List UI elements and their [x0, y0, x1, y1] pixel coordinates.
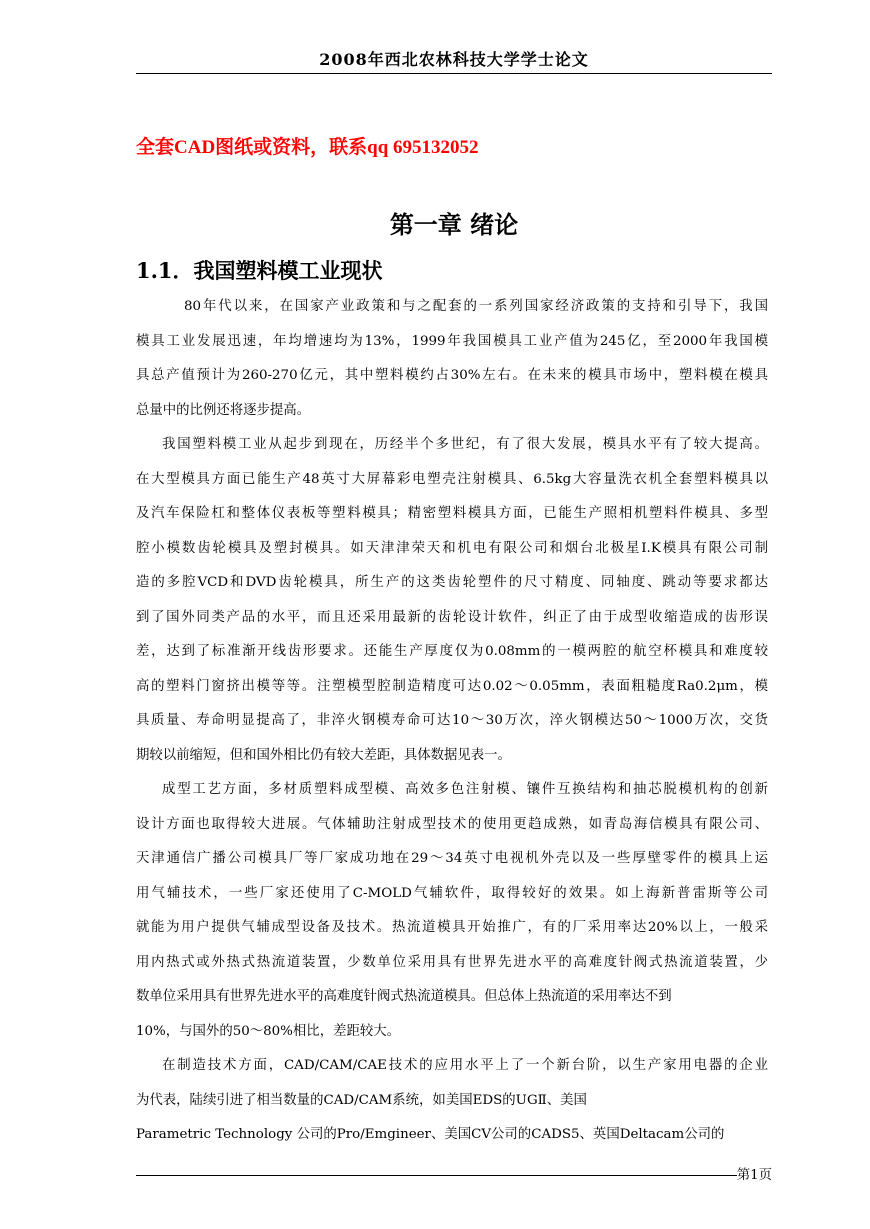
text-line: 10%，与国外的50～80%相比，差距较大。 [136, 1023, 401, 1039]
text-line: 在制造技术方面，CAD/CAM/CAE技术的应用水平上了一个新台阶，以生产家用电器的企业 [162, 1058, 768, 1073]
page-footer [136, 1168, 772, 1183]
text-line: 用内热式或外热式热流道装置，少数单位采用具有世界先进水平的高难度针阀式热流道装置，少 [136, 954, 768, 970]
text-line: 用气辅技术，一些厂家还使用了C-MOLD气辅软件，取得较好的效果。如上海新普雷斯等公司 [136, 885, 768, 901]
body-text [136, 290, 768, 1153]
text-line: 造的多腔VCD和DVD齿轮模具，所生产的这类齿轮塑件的尺寸精度、同轴度、跳动等要求都达 [136, 575, 768, 590]
contact-notice: 全套CAD图纸或资料，联系qq 695132052 [136, 137, 479, 158]
text-line: 期较以前缩短，但和国外相比仍有较大差距，具体数据见表一。 [136, 747, 511, 763]
page-header [136, 43, 772, 74]
text-line: 高的塑料门窗挤出模等等。注塑模型腔制造精度可达0.02～0.05mm，表面粗糙度Ra0.2μm，模 [136, 678, 768, 694]
page-number: 第1页 [737, 1164, 772, 1183]
text-line: 到了国外同类产品的水平，而且还采用最新的齿轮设计软件，纠正了由于成型收缩造成的齿形误 [136, 609, 768, 625]
text-line: Parametric Technology 公司的Pro/Emgineer、美国CV公司的CADS5、英国Deltacam公司的 [136, 1127, 725, 1142]
text-line: 成型工艺方面，多材质塑料成型模、高效多色注射模、镶件互换结构和抽芯脱模机构的创新 [162, 782, 768, 797]
section-heading: 1.1．我国塑料模工业现状 [136, 258, 383, 283]
text-line: 数单位采用具有世界先进水平的高难度针阀式热流道模具。但总体上热流道的采用率达不到 [136, 989, 672, 1004]
chapter-title: 第一章 绪论 [389, 210, 519, 239]
text-line: 具总产值预计为260-270亿元，其中塑料模约占30%左右。在未来的模具市场中，塑料模在模具 [136, 368, 768, 383]
text-line: 具质量、寿命明显提高了，非淬火钢模寿命可达10～30万次，淬火钢模达50～1000万次，交货 [136, 713, 768, 728]
text-line: 腔小模数齿轮模具及塑封模具。如天津津荣天和机电有限公司和烟台北极星I.K模具有限公司制 [136, 540, 768, 556]
text-line: 总量中的比例还将逐步提高。 [136, 402, 311, 418]
text-line: 差，达到了标准渐开线齿形要求。还能生产厚度仅为0.08mm的一模两腔的航空杯模具和难度较 [136, 644, 768, 659]
text-line: 80年代以来，在国家产业政策和与之配套的一系列国家经济政策的支持和引导下，我国 [184, 299, 768, 314]
text-line: 及汽车保险杠和整体仪表板等塑料模具；精密塑料模具方面，已能生产照相机塑料件模具、多型 [136, 506, 768, 521]
text-line: 就能为用户提供气辅成型设备及技术。热流道模具开始推广，有的厂采用率达20%以上，一般采 [136, 920, 768, 935]
text-line: 模具工业发展迅速，年均增速均为13%，1999年我国模具工业产值为245亿，至2000年我国模 [136, 333, 768, 349]
header-title: 2008年西北农林科技大学学士论文 [319, 50, 589, 69]
text-line: 我国塑料模工业从起步到现在，历经半个多世纪，有了很大发展，模具水平有了较大提高。 [162, 437, 768, 452]
text-line: 为代表，陆续引进了相当数量的CAD/CAM系统，如美国EDS的UGⅡ、美国 [136, 1092, 587, 1108]
text-line: 天津通信广播公司模具厂等厂家成功地在29～34英寸电视机外壳以及一些厚壁零件的模具上运 [136, 851, 768, 866]
text-line: 在大型模具方面已能生产48英寸大屏幕彩电塑壳注射模具、6.5kg大容量洗衣机全套塑料模具以 [136, 471, 768, 487]
text-line: 设计方面也取得较大进展。气体辅助注射成型技术的使用更趋成熟，如青岛海信模具有限公司、 [136, 816, 768, 832]
